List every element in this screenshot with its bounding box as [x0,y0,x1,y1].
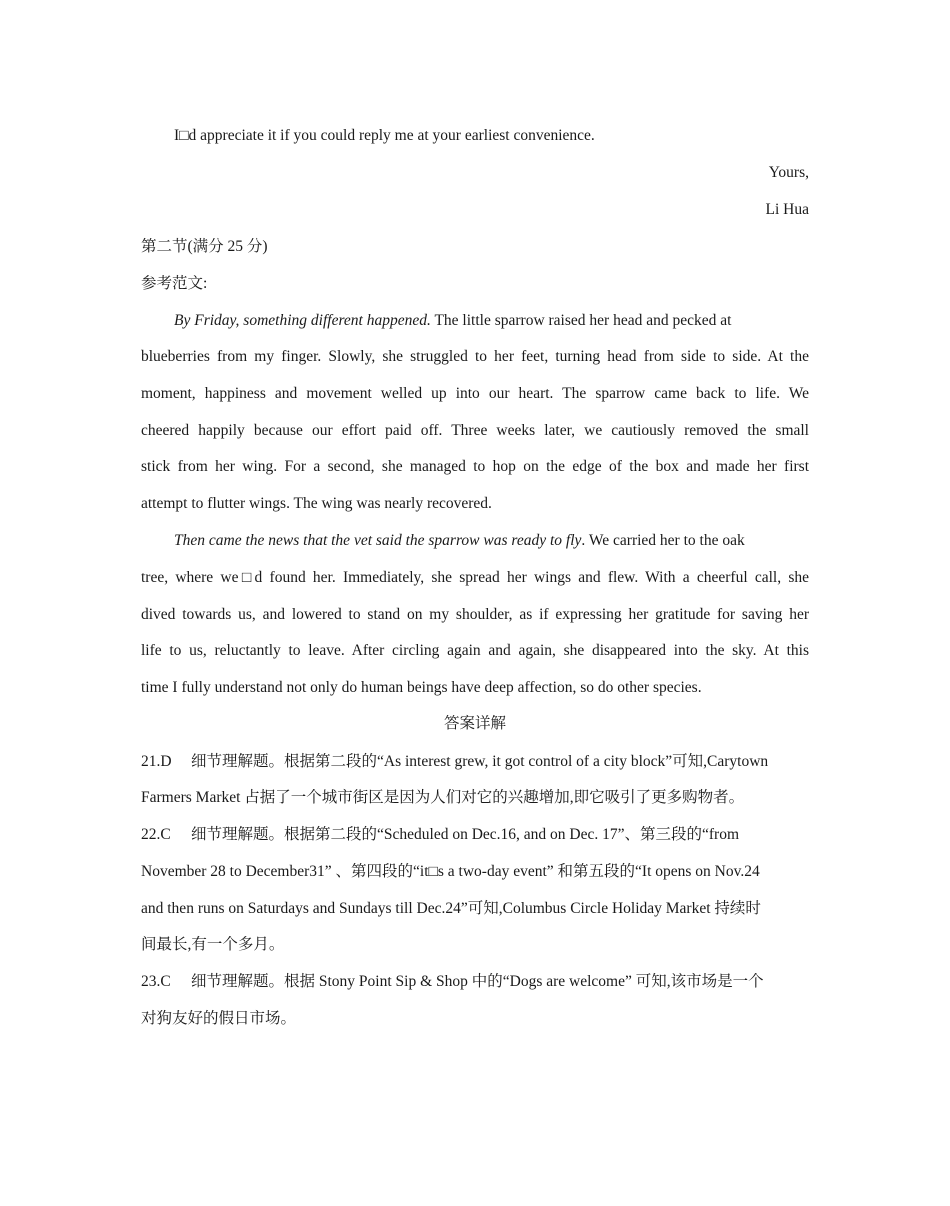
answer-22-line2: November 28 to December31” 、第四段的“it□s a two-day event” 和第五段的“It opens on Nov.24 [141,863,760,880]
essay-para1-line6: attempt to flutter wings. The wing was nearly recovered. [141,495,492,512]
answer-21-number: 21.D [141,753,172,770]
answer-22-line3: and then runs on Saturdays and Sundays till Dec.24”可知,Columbus Circle Holiday Market 持续时 [141,900,761,917]
answer-22-number: 22.C [141,826,171,843]
essay-para1-lead: By Friday, something different happened. [174,312,431,329]
answer-21-text-line1: 细节理解题。根据第二段的“As interest grew, it got control of a city block”可知,Carytown [191,753,769,770]
answer-22-text-line1: 细节理解题。根据第二段的“Scheduled on Dec.16, and on Dec. 17”、第三段的“from [191,826,739,843]
essay-para1-line1-rest: The little sparrow raised her head and pecked at [430,312,732,329]
essay-para1-line5: stick from her wing. For a second, she managed to hop on the edge of the box and made her first [141,458,809,475]
essay-para1-line3: moment, happiness and movement welled up into our heart. The sparrow came back to life. We [141,385,809,402]
essay-para2-lead: Then came the news that the vet said the sparrow was ready to fly [174,532,582,549]
essay-para1-line2: blueberries from my finger. Slowly, she struggled to her feet, turning head from side to side. At the [141,348,809,365]
answer-23-line2: 对狗友好的假日市场。 [141,1010,297,1027]
answers-heading: 答案详解 [443,715,506,732]
letter-signature: Li Hua [765,201,809,218]
answer-23-number: 23.C [141,973,171,990]
letter-closing-sentence: I□d appreciate it if you could reply me at your earliest convenience. [174,127,595,144]
section-heading: 第二节(满分 25 分) [141,238,268,255]
answer-23-line1 [141,970,809,994]
sample-essay-label: 参考范文: [141,275,208,292]
letter-sign-off: Yours, [768,164,809,181]
essay-para1-line1 [174,309,809,333]
essay-para2-line4: life to us, reluctantly to leave. After circling again and again, she disappeared into the sky. At this [141,642,809,659]
answer-22-line1 [141,823,809,847]
answer-21-line1 [141,750,809,774]
essay-para2-line2: tree, where we□d found her. Immediately, she spread her wings and flew. With a cheerful call, she [141,569,809,586]
essay-para2-line5: time I fully understand not only do human beings have deep affection, so do other species. [141,679,702,696]
essay-para2-line1 [174,529,809,553]
answer-23-text-line1: 细节理解题。根据 Stony Point Sip & Shop 中的“Dogs are welcome” 可知,该市场是一个 [191,973,764,990]
essay-para2-line3: dived towards us, and lowered to stand on my shoulder, as if expressing her gratitude for saving her [141,606,809,623]
essay-para2-line1-rest: . We carried her to the oak [581,532,745,549]
answer-21-line2: Farmers Market 占据了一个城市街区是因为人们对它的兴趣增加,即它吸引了更多购物者。 [141,789,745,806]
essay-para1-line4: cheered happily because our effort paid off. Three weeks later, we cautiously removed the small [141,422,809,439]
answer-22-line4: 间最长,有一个多月。 [141,936,285,953]
